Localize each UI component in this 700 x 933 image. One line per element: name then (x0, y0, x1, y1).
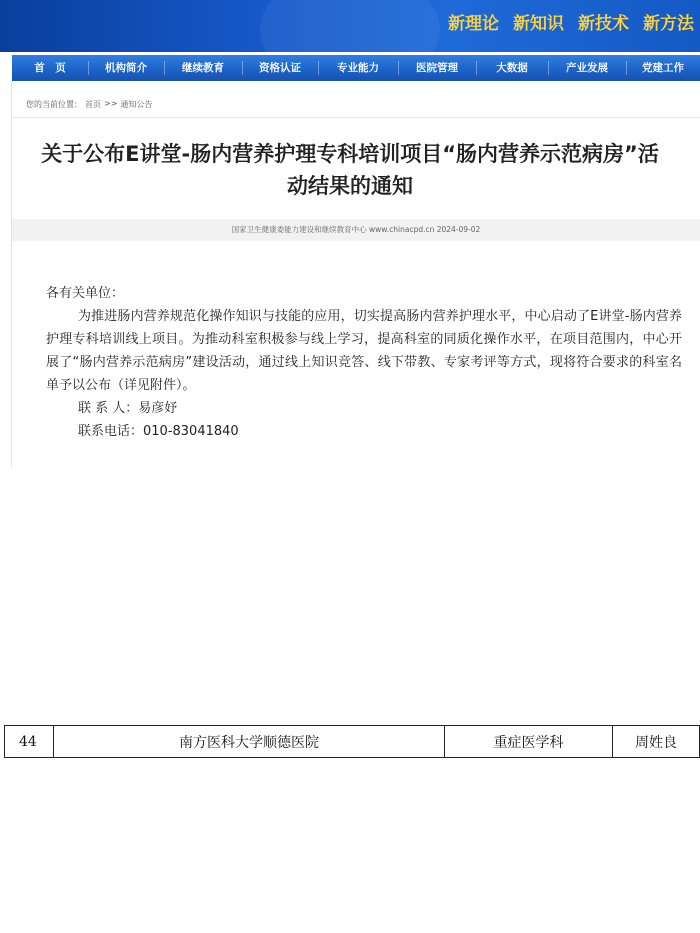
breadcrumb-separator: >> (104, 99, 118, 108)
breadcrumb-prefix: 您的当前位置： (26, 100, 82, 109)
article-salutation: 各有关单位： (46, 286, 125, 301)
article-title: 关于公布E讲堂-肠内营养护理专科培训项目“肠内营养示范病房”活动结果的通知 (41, 142, 659, 198)
slogan-new-theory: 新理论 (448, 14, 499, 34)
nav-item-hospital-management[interactable]: 医院管理 (398, 55, 476, 81)
breadcrumb (26, 99, 152, 110)
table-row (4, 725, 700, 758)
row-person: 周姓良 (612, 726, 700, 757)
nav-item-continuing-education[interactable]: 继续教育 (164, 55, 242, 81)
article-paragraph: 为推进肠内营养规范化操作知识与技能的应用，切实提高肠内营养护理水平，中心启动了E讲堂-肠内营养护理专科培训线上项目。为推动科室积极参与线上学习，提高科室的同质化操作水平，在项目范围内，中心开展了“肠内营养示范病房”建设活动，通过线上知识竞答、线下带教、专家考评等方式，现将符合要求的科室名单予以公布（详见附件）。 (46, 309, 682, 393)
banner-decoration (260, 0, 440, 52)
slogan-new-knowledge: 新知识 (513, 14, 564, 34)
breadcrumb-home-link[interactable]: 首页 (85, 100, 101, 109)
contact-phone: 联系电话：010-83041840 (78, 424, 239, 439)
nav-item-industry-development[interactable]: 产业发展 (548, 55, 626, 81)
main-nav (12, 55, 700, 81)
contact-person: 联 系 人：易彦妤 (78, 401, 178, 416)
slogan-new-technology: 新技术 (578, 14, 629, 34)
article-body (46, 282, 682, 443)
breadcrumb-current-link[interactable]: 通知公告 (120, 100, 153, 109)
slogan-new-method: 新方法 (643, 14, 694, 34)
nav-item-certification[interactable]: 资格认证 (242, 55, 318, 81)
site-banner (0, 0, 700, 52)
row-department: 重症医学科 (444, 726, 612, 757)
breadcrumb-divider (12, 117, 700, 118)
article-meta: 国家卫生健康委能力建设和继续教育中心 www.chinacpd.cn 2024-09-02 (12, 219, 700, 241)
row-hospital: 南方医科大学顺德医院 (53, 726, 444, 757)
content-left-border (11, 81, 12, 467)
nav-item-big-data[interactable]: 大数据 (476, 55, 548, 81)
row-number: 44 (4, 726, 53, 757)
banner-slogans (448, 9, 694, 34)
nav-item-about[interactable]: 机构简介 (88, 55, 164, 81)
nav-item-party-building[interactable]: 党建工作 (626, 55, 700, 81)
nav-item-professional-ability[interactable]: 专业能力 (318, 55, 398, 81)
nav-item-home[interactable]: 首 页 (34, 62, 66, 74)
